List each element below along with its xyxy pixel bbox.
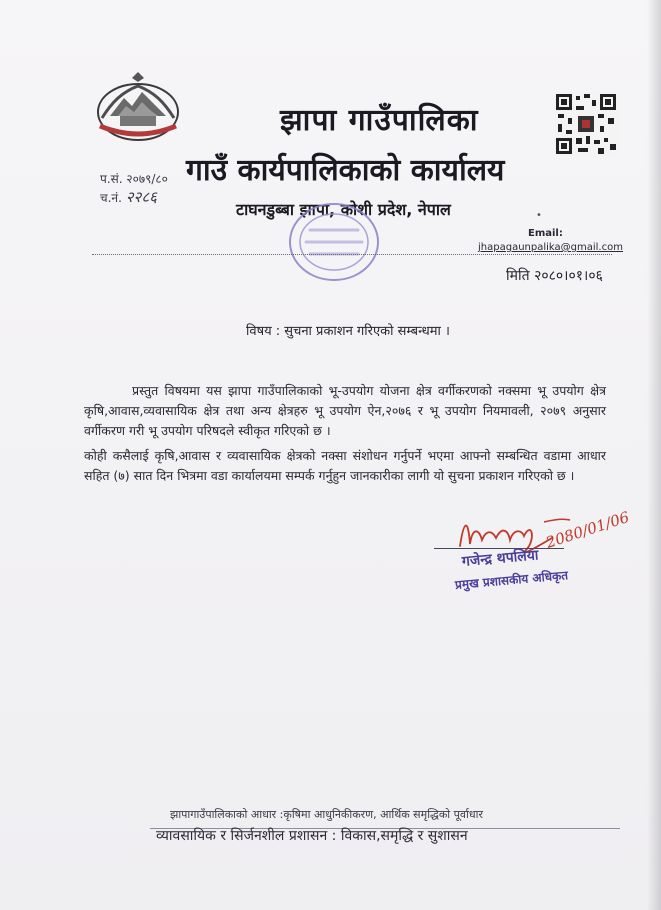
office-seal-stamp	[286, 200, 382, 284]
email-address[interactable]: jhapagaunpalika@gmail.com	[478, 242, 623, 253]
date-label: मिति	[506, 268, 530, 284]
footer-motto-2: व्यावसायिक र सिर्जनशील प्रशासन : विकास,समृद्धि र सुशासन	[156, 828, 468, 844]
footer-motto-1: झापागाउँपालिकाको आधार :कृषिमा आधुनिकीकरण, आर्थिक समृद्धिको पूर्वाधार	[170, 808, 483, 821]
svg-text:2080/01/06: 2080/01/06	[543, 507, 632, 552]
ps-value: २०७९/८०	[126, 172, 168, 186]
ps-label: प.सं.	[100, 172, 123, 186]
letter-subject: विषय : सुचना प्रकाशन गरिएको सम्बन्धमा ।	[246, 324, 450, 339]
body-paragraph-2: कोही कसैलाई कृषि,आवास र व्यवासायिक क्षेत्रको नक्सा संशोधन गर्नुपर्ने भएमा आफ्नो सम्बन्धित वडामा आधार सहित (७) सात दिन भित्रमा वडा कार्यालयमा सम्पर्क गर्नुहुन जानकारीका लागी यो सुचना प्रकाशन गरिएको छ ।	[84, 448, 606, 483]
cn-value: २२८६	[125, 188, 157, 206]
decorative-mark: •	[536, 210, 542, 221]
nepal-emblem-icon	[92, 72, 184, 144]
office-title-municipality: झापा गाउँपालिका	[280, 103, 479, 138]
email-label: Email:	[528, 228, 563, 239]
signatory-designation: प्रमुख प्रशासकीय अधिकृत	[454, 568, 569, 592]
reference-cn	[100, 187, 157, 207]
reference-ps	[100, 170, 168, 187]
signatory-name: गजेन्द्र थपलिया	[461, 547, 540, 570]
cn-label: च.नं.	[100, 191, 122, 205]
office-title-executive: गाउँ कार्यपालिकाको कार्यालय	[186, 153, 505, 188]
header-divider	[92, 254, 612, 255]
body-paragraph-1: प्रस्तुत विषयमा यस झापा गाउँपालिकाको भू-उपयोग योजना क्षेत्र वर्गीकरणको नक्समा भू उपयोग क्षेत्र कृषि,आवास,व्यवासायिक क्षेत्र तथा अन्य क्षेत्रहरु भू उपयोग ऐन,२०७६ र भू उपयोग नियमावली, २०७९ अनुसार वर्गीकरण गरी भू उपयोग परिषदले स्वीकृत गरिएको छ ।	[84, 383, 606, 438]
page-edge-shadow	[647, 0, 661, 910]
letter-date	[506, 266, 603, 285]
office-address: टाघनडुब्बा झापा, कोशी प्रदेश, नेपाल	[236, 200, 451, 219]
date-value: २०८०।०१।०६	[534, 268, 603, 284]
qr-code-icon	[554, 92, 618, 156]
